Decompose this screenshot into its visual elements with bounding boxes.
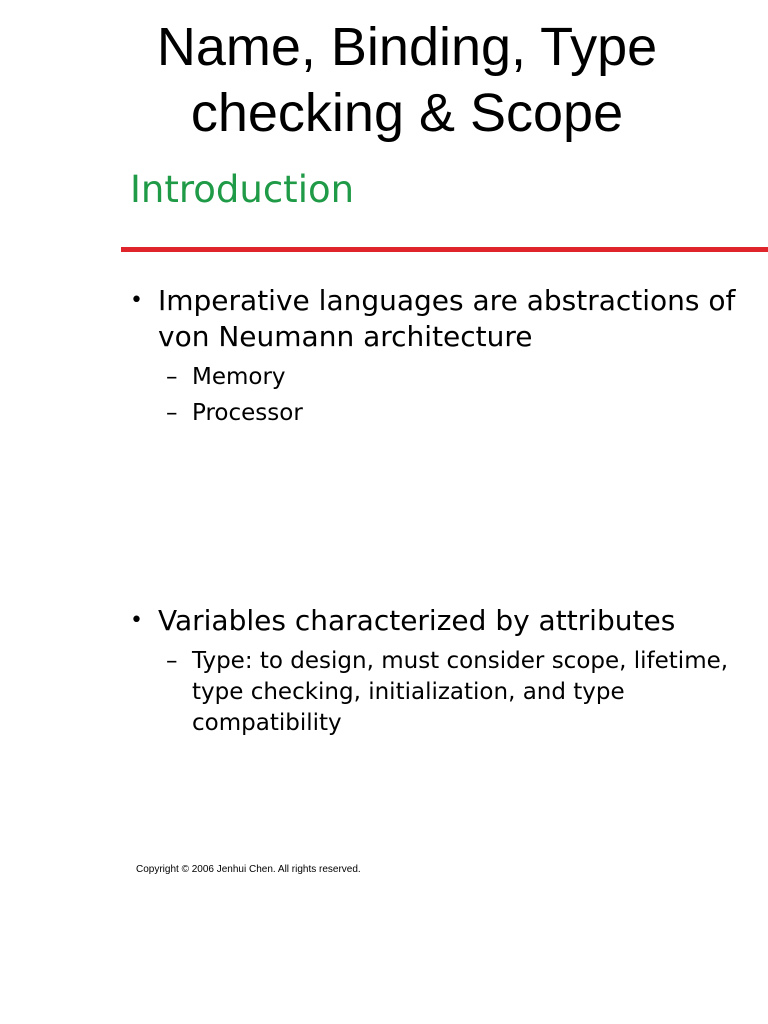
sub-bullet-text-line: type checking, initialization, and type <box>192 679 625 705</box>
sub-bullet-text-line: Processor <box>192 400 303 426</box>
sub-bullet-text-line: Type: to design, must consider scope, lifetime, <box>192 648 729 674</box>
copyright-notice: Copyright © 2006 Jenhui Chen. All rights reserved. <box>136 864 361 875</box>
dash-icon: – <box>166 364 178 390</box>
bullet-dot-icon: • <box>130 608 143 633</box>
bullet-text-line: Variables characterized by attributes <box>158 604 676 637</box>
bullet-text <box>158 283 735 355</box>
sub-bullet-text-line: Memory <box>192 364 286 390</box>
heading-divider <box>121 247 768 252</box>
dash-icon: – <box>166 648 178 674</box>
sub-bullet-text-line: compatibility <box>192 710 342 736</box>
page-title <box>40 14 768 146</box>
sub-bullet-text <box>192 362 286 393</box>
bullet-text-line: von Neumann architecture <box>158 320 533 353</box>
page-title-line-1: Name, Binding, Type <box>156 17 658 77</box>
section-heading: Introduction <box>130 168 355 211</box>
bullet-text <box>158 603 675 639</box>
bullet-dot-icon: • <box>130 288 143 313</box>
dash-icon: – <box>166 400 178 426</box>
page-title-line-2: checking & Scope <box>190 83 624 143</box>
bullet-text-line: Imperative languages are abstractions of <box>158 284 736 317</box>
sub-bullet-text <box>192 646 728 739</box>
sub-bullet-text <box>192 398 303 429</box>
